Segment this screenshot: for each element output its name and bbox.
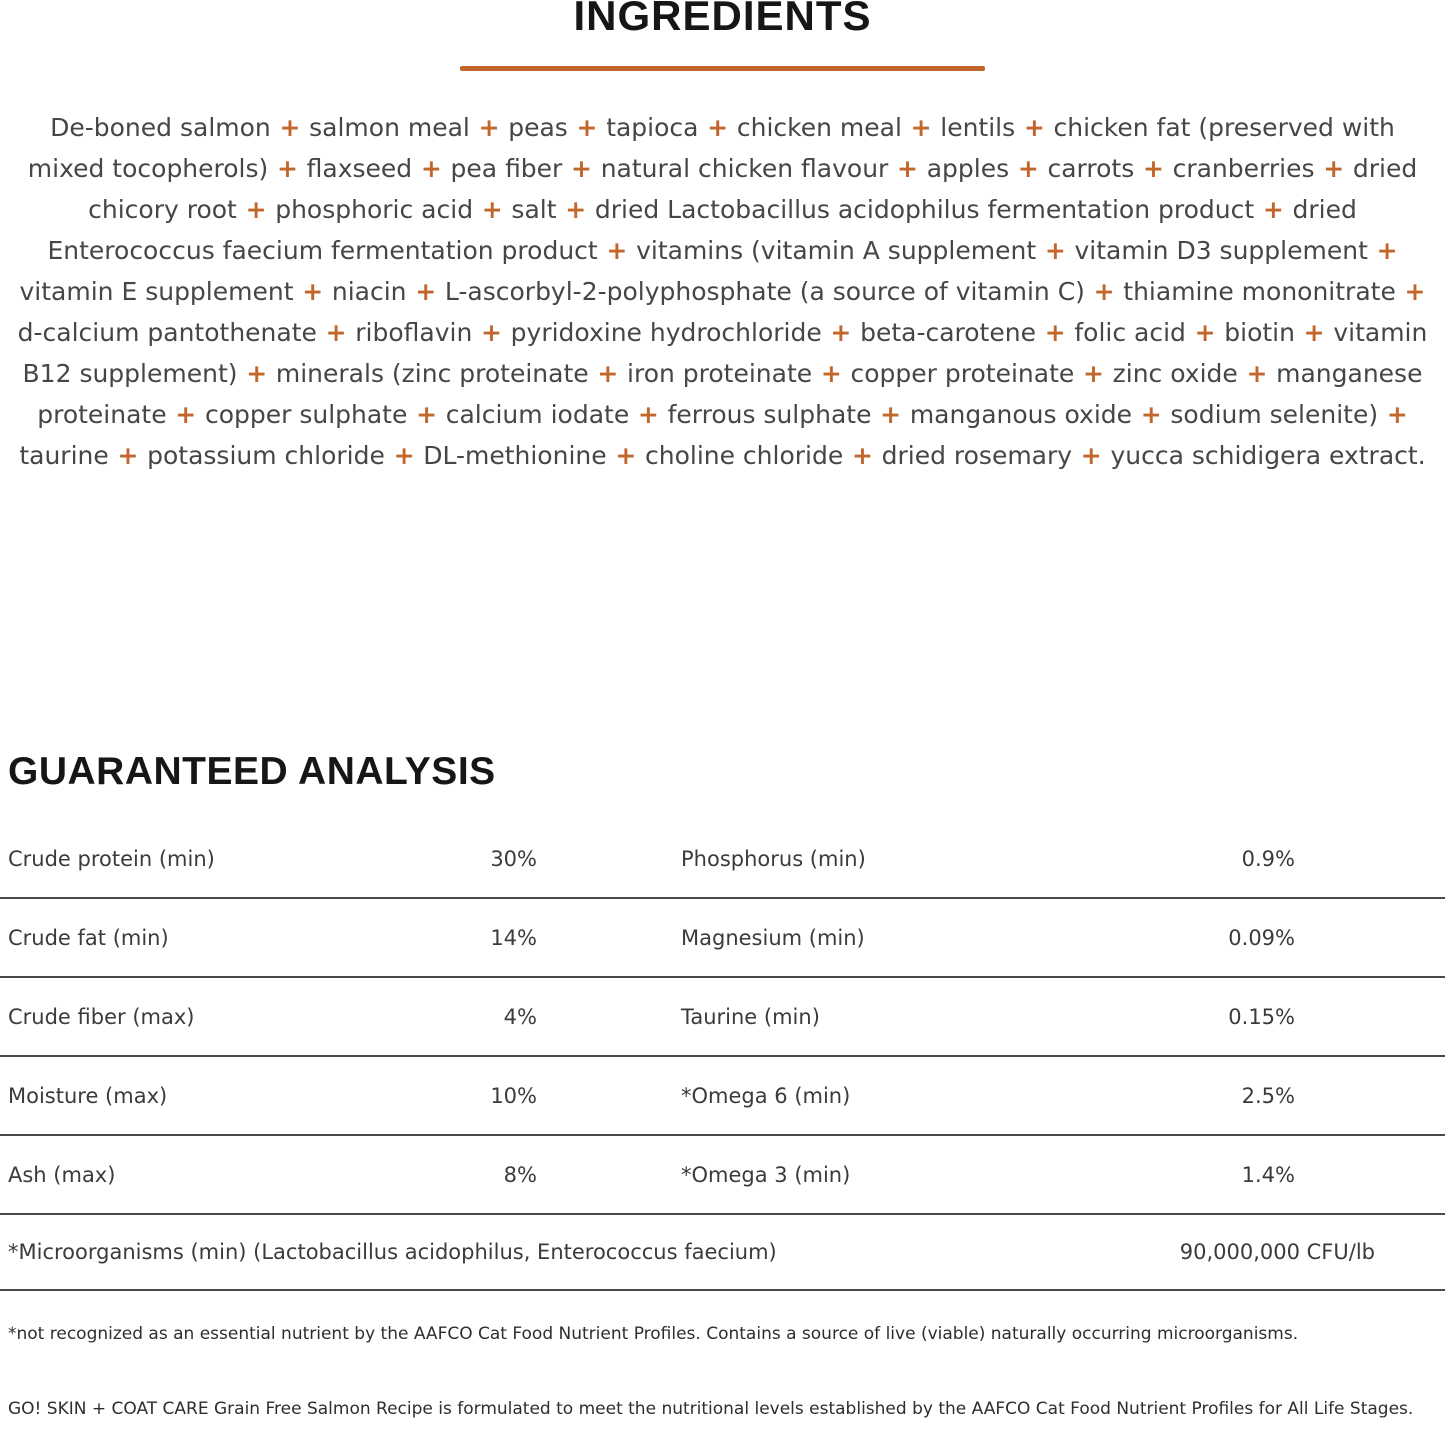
guaranteed-analysis-heading: GUARANTEED ANALYSIS [8,750,496,793]
nutrient-value: 0.09% [1228,925,1295,950]
table-row-right-pair [681,1005,1445,1029]
table-row [0,1057,1445,1136]
plus-separator: + [166,400,205,429]
plus-separator: + [237,359,276,388]
table-row [0,1136,1445,1215]
table-row-left-pair [0,1163,537,1187]
table-row [0,978,1445,1057]
plus-separator: + [316,318,356,347]
plus-separator: + [556,195,595,224]
nutrient-value: 4% [503,1004,537,1029]
nutrient-label: *Omega 6 (min) [681,1083,851,1108]
nutrient-value: 8% [503,1162,537,1187]
plus-separator: + [1254,195,1293,224]
plus-separator: + [1294,318,1334,347]
plus-separator: + [469,113,509,142]
nutrient-value: 1.4% [1241,1162,1295,1187]
table-row-left-pair [0,847,537,871]
nutrient-value: 10% [490,1083,537,1108]
plus-separator: + [606,441,645,470]
plus-separator: + [1084,277,1124,306]
nutrient-value: 0.9% [1241,846,1295,871]
nutrient-label: *Omega 3 (min) [681,1162,851,1187]
plus-separator: + [108,441,148,470]
aafco-footnote: *not recognized as an essential nutrient by the AAFCO Cat Food Nutrient Profiles. Contains a source of live (viable) naturally occurring microorganisms. [8,1324,1299,1344]
table-row-right-pair [681,1163,1445,1187]
nutrient-label: Moisture (max) [8,1083,168,1108]
nutrient-label: Phosphorus (min) [681,846,866,871]
table-row-left-pair [0,926,537,950]
table-row-right-pair [681,926,1445,950]
plus-separator: + [1015,113,1054,142]
plus-separator: + [1378,400,1408,429]
plus-separator: + [843,441,882,470]
nutrient-value: 30% [490,846,537,871]
plus-separator: + [1036,236,1075,265]
plus-separator: + [901,113,941,142]
nutrient-value: 2.5% [1241,1083,1295,1108]
plus-separator: + [384,441,424,470]
table-row-right-pair [681,1084,1445,1108]
plus-separator: + [812,359,851,388]
plus-separator: + [1185,318,1225,347]
plus-separator: + [268,154,307,183]
microorganisms-value: 90,000,000 CFU/lb [1179,1240,1375,1264]
analysis-rows-container [0,820,1445,1215]
plus-separator: + [473,195,512,224]
plus-separator: + [698,113,737,142]
plus-separator: + [588,359,628,388]
ingredients-text: De-boned salmon + salmon meal + peas + tapioca + chicken meal + lentils + chicken fat (preserved with mixed tocopherols) + flaxseed + pea fiber + natural chicken flavour + apples + carrots + cranberries + dried chicory root + phosphoric acid + salt + dried Lactobacillus acidophilus fermentation product + dried Enterococcus faecium fermentation product + vitamins (vitamin A supplement + vitamin D3 supplement + vitamin E supplement + niacin + L-ascorbyl-2-polyphosphate (a source of vitamin C) + thiamine mononitrate + d-calcium pantothenate + riboflavin + pyridoxine hydrochloride + beta-carotene + folic acid + biotin + vitamin B12 supplement) + minerals (zinc proteinate + iron proteinate + copper proteinate + zinc oxide + manganese proteinate + copper sulphate + calcium iodate + ferrous sulphate + manganous oxide + sodium selenite) + taurine + potassium chloride + DL-methionine + choline chloride + dried rosemary + yucca schidigera extract. [17,113,1428,470]
plus-separator: + [1132,400,1171,429]
nutrient-value: 14% [490,925,537,950]
table-row [0,899,1445,978]
guaranteed-analysis-table [0,820,1445,1291]
nutrient-value: 0.15% [1228,1004,1295,1029]
orange-divider-rule [460,66,985,71]
plus-separator: + [821,318,861,347]
plus-separator: + [1237,359,1277,388]
nutrient-label: Taurine (min) [681,1004,820,1029]
nutrient-label: Crude fiber (max) [8,1004,195,1029]
microorganisms-label: *Microorganisms (min) (Lactobacillus acidophilus, Enterococcus faecium) [8,1240,777,1264]
formulation-statement: GO! SKIN + COAT CARE Grain Free Salmon Recipe is formulated to meet the nutritional levels established by the AAFCO Cat Food Nutrient Profiles for All Life Stages. [8,1399,1414,1419]
plus-separator: + [888,154,927,183]
plus-separator: + [597,236,637,265]
table-row-right-pair [681,847,1445,871]
plus-separator: + [1035,318,1075,347]
plus-separator: + [236,195,276,224]
plus-separator: + [472,318,511,347]
plus-separator: + [270,113,310,142]
nutrient-label: Magnesium (min) [681,925,865,950]
table-row-microorganisms [0,1215,1445,1291]
table-row-left-pair [0,1005,537,1029]
plus-separator: + [562,154,601,183]
plus-separator: + [293,277,332,306]
ingredients-heading: INGREDIENTS [573,0,872,39]
plus-separator: + [629,400,668,429]
table-row [0,820,1445,899]
plus-separator: + [412,154,451,183]
plus-separator: + [406,277,445,306]
plus-separator: + [407,400,446,429]
plus-separator: + [1072,441,1111,470]
table-row-left-pair [0,1084,537,1108]
plus-separator: + [1314,154,1353,183]
plus-separator: + [1134,154,1173,183]
plus-separator: + [1074,359,1113,388]
nutrient-label: Crude protein (min) [8,846,215,871]
plus-separator: + [567,113,607,142]
plus-separator: + [1367,236,1398,265]
plus-separator: + [1395,277,1426,306]
nutrient-label: Crude fat (min) [8,925,169,950]
plus-separator: + [1009,154,1048,183]
nutrient-label: Ash (max) [8,1162,116,1187]
plus-separator: + [871,400,910,429]
